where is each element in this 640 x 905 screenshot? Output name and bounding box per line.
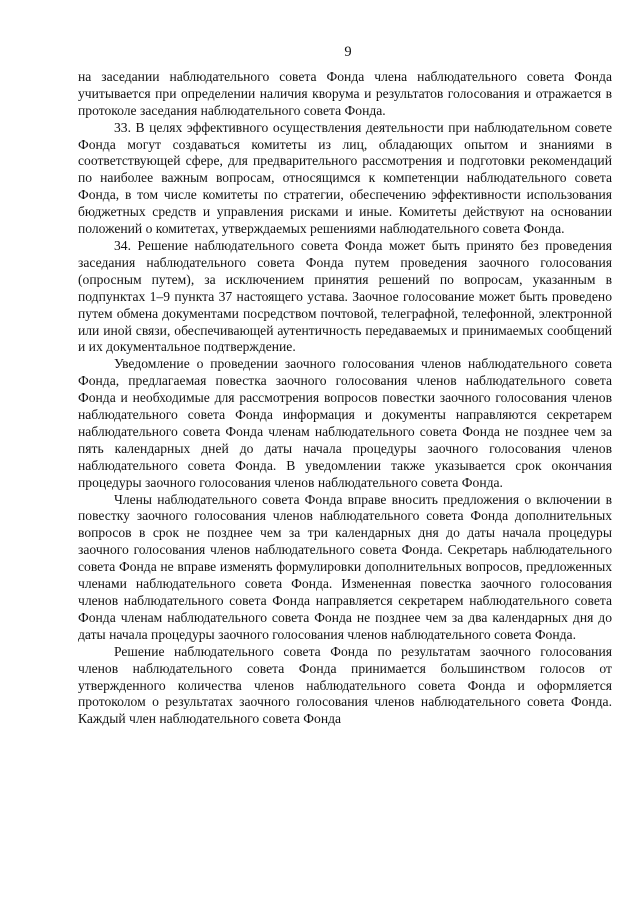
paragraph-clause-33: 33. В целях эффективного осуществления деятельности при наблюдательном совете Фонда могут создаваться комитеты из лиц, обладающих опытом и знаниями в соответствующей сфере, для предварительного рассмотрения и подготовки рекомендаций по наиболее важным вопросам, относящимся к компетенции наблюдательного совета Фонда, в том числе комитеты по стратегии, обеспечению эффективности использования бюджетных средств и управления рисками и иные. Комитеты действуют на основании положений о комитетах, утверждаемых решениями наблюдательного совета Фонда.: [78, 119, 612, 237]
document-page: [78, 44, 612, 728]
paragraph-proposals: Члены наблюдательного совета Фонда вправе вносить предложения о включении в повестку заочного голосования членов наблюдательного совета Фонда дополнительных вопросов в срок не позднее чем за три календарных дня до даты начала процедуры заочного голосования членов наблюдательного совета Фонда. Секретарь наблюдательного совета Фонда не вправе изменять формулировки дополнительных вопросов, предложенных членами наблюдательного совета Фонда. Измененная повестка заочного голосования членов наблюдательного совета Фонда направляется секретарем наблюдательного совета Фонда членам наблюдательного совета Фонда не позднее чем за два календарных дня до даты начала процедуры заочного голосования членов наблюдательного совета Фонда.: [78, 491, 612, 642]
paragraph-decision: Решение наблюдательного совета Фонда по результатам заочного голосования членов наблюдательного совета Фонда принимается большинством голосов от утвержденного количества членов наблюдательного совета Фонда и оформляется протоколом о результатах заочного голосования членов наблюдательного совета Фонда. Каждый член наблюдательного совета Фонда: [78, 643, 612, 727]
paragraph-clause-34: 34. Решение наблюдательного совета Фонда может быть принято без проведения заседания наблюдательного совета Фонда путем проведения заочного голосования (опросным путем), за исключением принятия решений по вопросам, указанным в подпунктах 1–9 пункта 37 настоящего устава. Заочное голосование может быть проведено путем обмена документами посредством почтовой, телеграфной, телефонной, электронной или иной связи, обеспечивающей аутентичность передаваемых и принимаемых сообщений и их документальное подтверждение.: [78, 237, 612, 355]
paragraph-continuation: на заседании наблюдательного совета Фонда члена наблюдательного совета Фонда учитывается при определении наличия кворума и результатов голосования и отражается в протоколе заседания наблюдательного совета Фонда.: [78, 68, 612, 118]
paragraph-notification: Уведомление о проведении заочного голосования членов наблюдательного совета Фонда, предлагаемая повестка заочного голосования членов наблюдательного совета Фонда и необходимые для рассмотрения вопросов повестки заочного голосования членов наблюдательного совета Фонда информация и документы направляются секретарем наблюдательного совета Фонда членам наблюдательного совета Фонда не позднее чем за пять календарных дней до даты начала процедуры заочного голосования членов наблюдательного совета Фонда. В уведомлении также указывается срок окончания процедуры заочного голосования членов наблюдательного совета Фонда.: [78, 356, 612, 490]
page-number: 9: [344, 44, 352, 60]
